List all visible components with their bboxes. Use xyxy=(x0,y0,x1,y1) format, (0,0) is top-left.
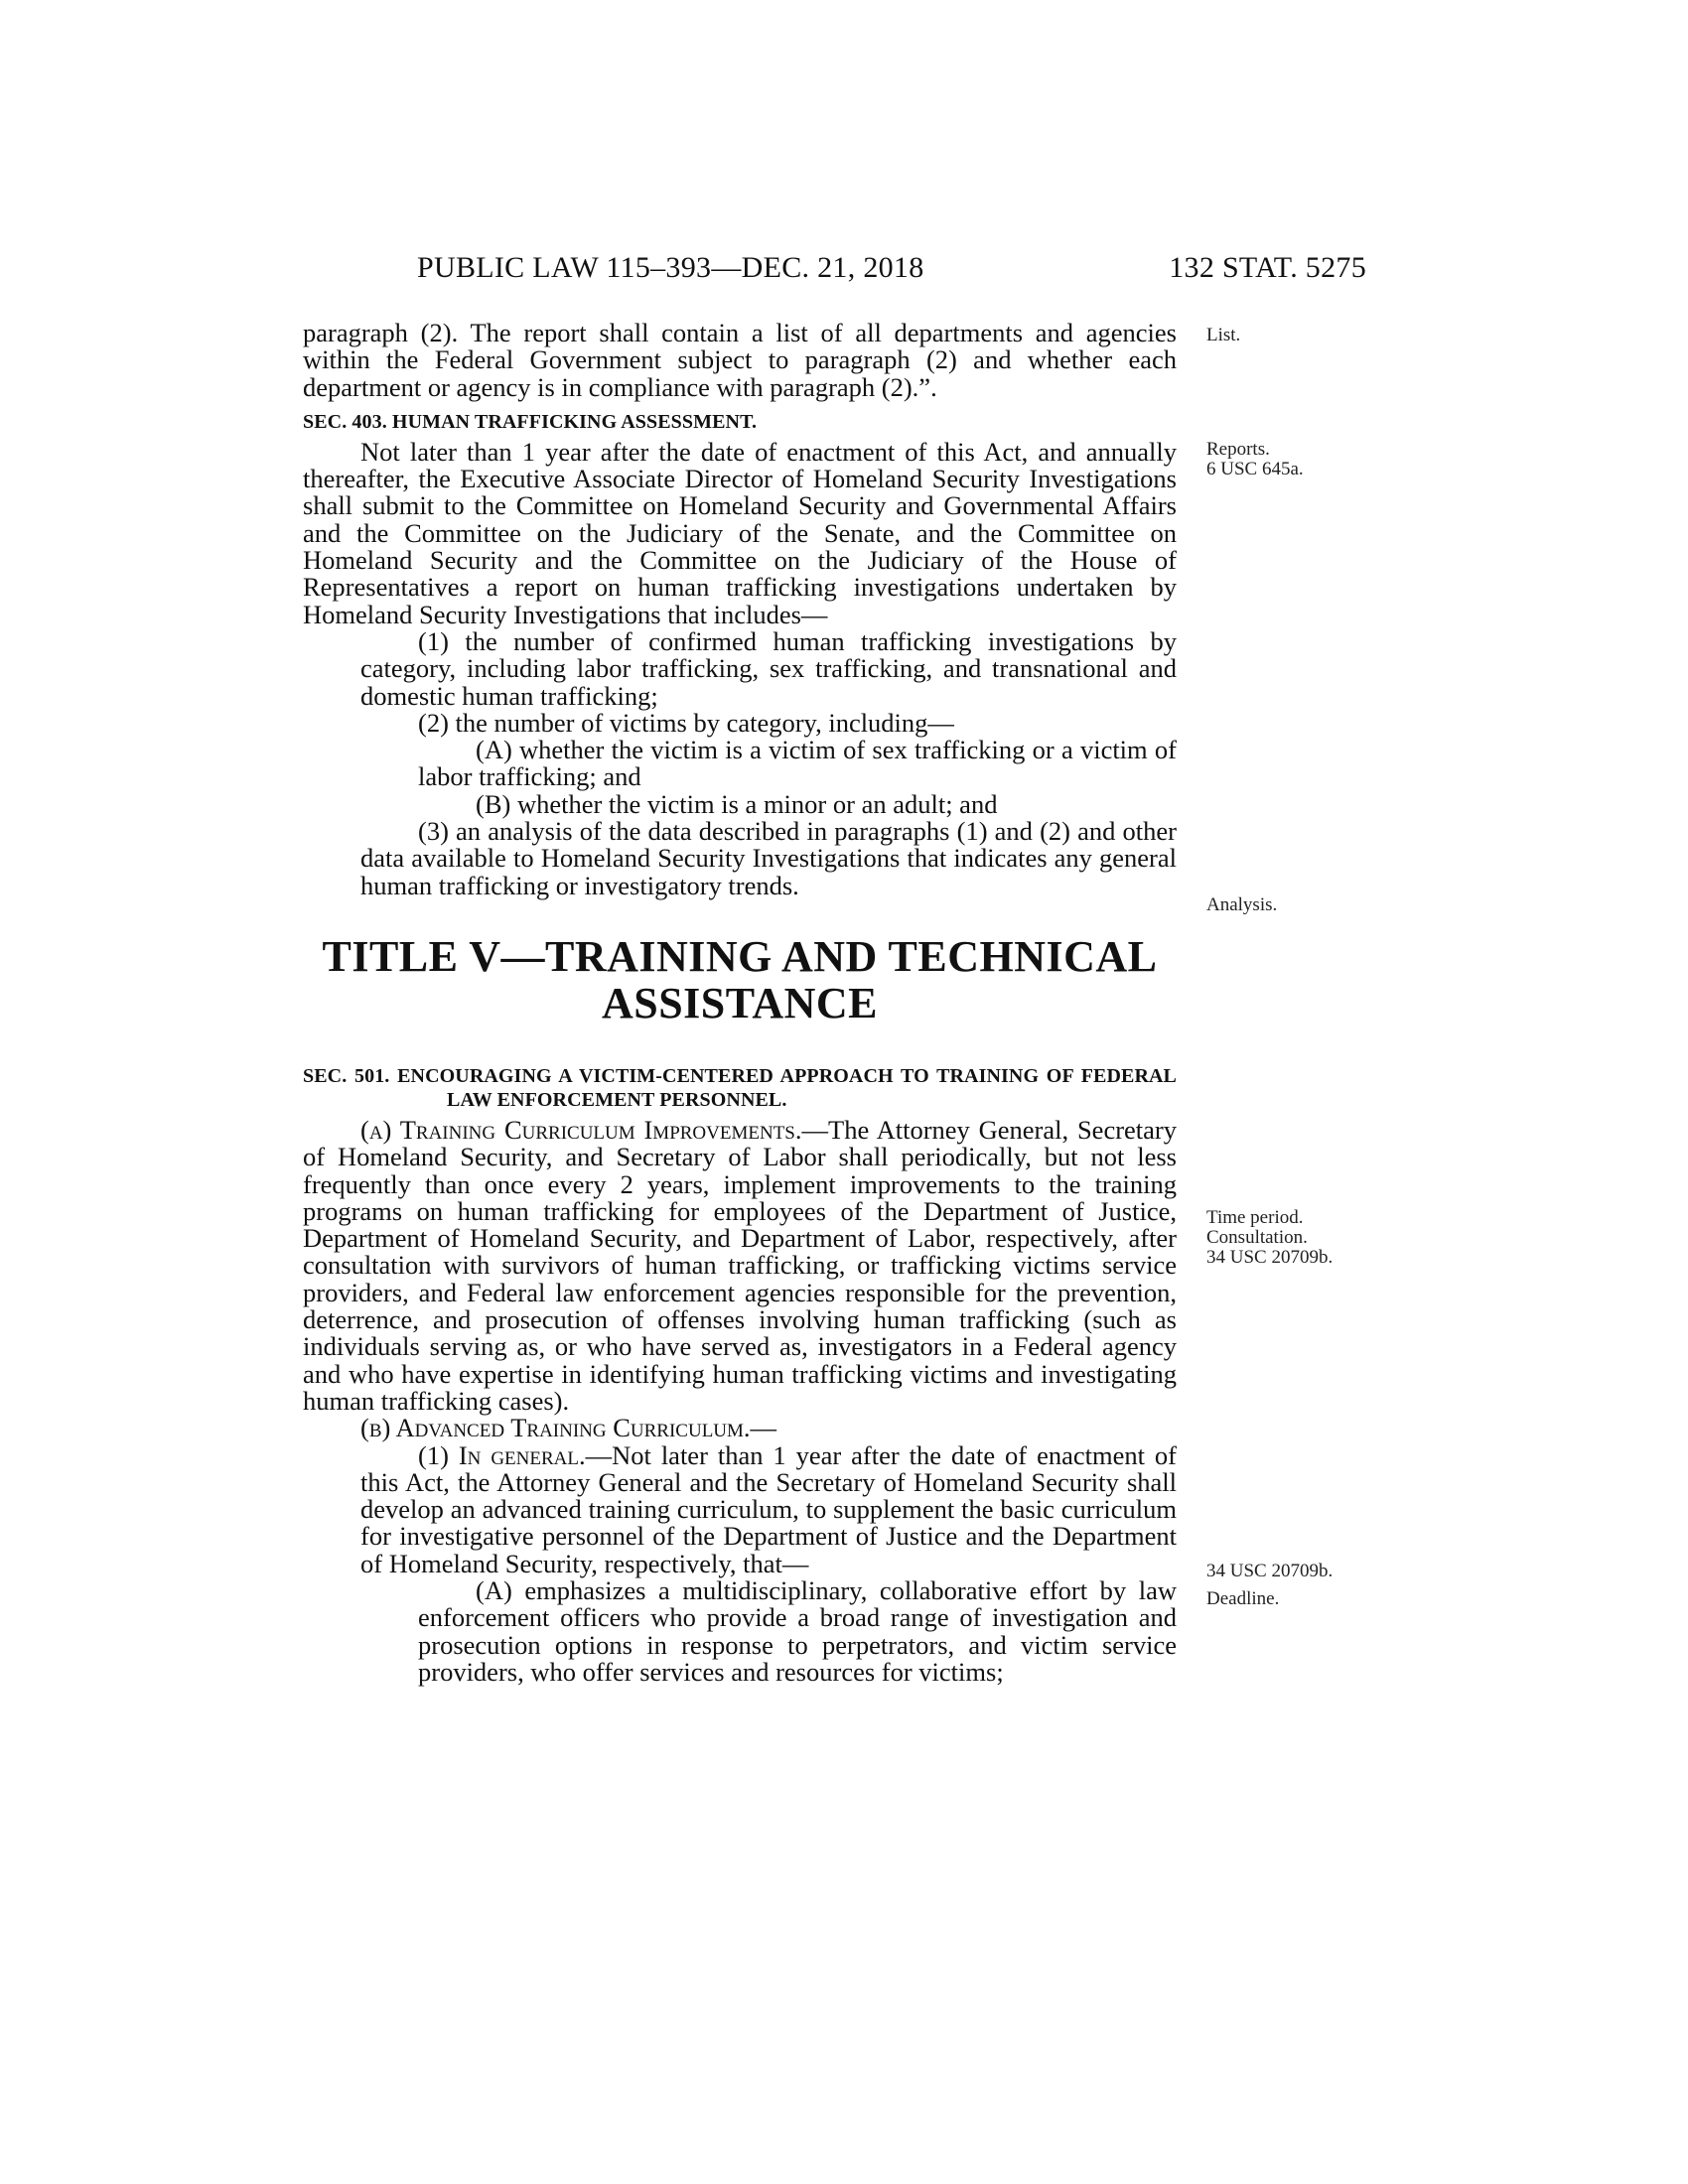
running-header xyxy=(417,251,1366,291)
subsection-a xyxy=(303,1114,1177,1416)
subsection-b-label: (b) Advanced Training Curriculum. xyxy=(360,1413,751,1443)
subsection-b-1-A: (A) emphasizes a multidisciplinary, collaborative effort by law enforcement officers who provide a broad range of investigation and prosecution options in response to perpetrators, and victim service providers, who offer services and resources for victims; xyxy=(418,1574,1177,1687)
section-403-intro: Not later than 1 year after the date of enactment of this Act, and annually thereafter, the Executive Associate Director of Homeland Security Investigations shall submit to the Committee on Homeland Security and Governmental Affairs and the Committee on the Judiciary of the Senate, and the Committee on Homeland Security and the Committee on the Judiciary of the House of Representatives a report on human trafficking investigations undertaken by Homeland Security Investigations that includes— xyxy=(303,436,1177,629)
margin-note-reports xyxy=(1206,440,1405,479)
subsection-b-1 xyxy=(303,1439,1177,1578)
section-403-item-3: (3) an analysis of the data described in paragraphs (1) and (2) and other data available to Homeland Security Investigations that indicates any general human trafficking or investigatory trends. xyxy=(360,816,1177,900)
subsection-b-text: — xyxy=(750,1413,777,1443)
margin-note-usc-645a: 6 USC 645a. xyxy=(1206,459,1304,479)
subsection-a-label: (a) Training Curriculum Improvements. xyxy=(360,1114,802,1145)
section-403-heading: SEC. 403. HUMAN TRAFFICKING ASSESSMENT. xyxy=(303,410,758,433)
title-line-2: ASSISTANCE xyxy=(601,978,879,1027)
subsection-b-1-label: (1) In general. xyxy=(418,1439,586,1470)
margin-note-list xyxy=(1206,326,1405,345)
section-403-item-1: (1) the number of confirmed human trafficking investigations by category, including labor trafficking, sex trafficking, and transnational and domestic human trafficking; xyxy=(360,625,1177,711)
section-403-item-2a: (A) whether the victim is a victim of sex trafficking or a victim of labor trafficking; and xyxy=(418,735,1177,792)
subsection-b-1-text: —Not later than 1 year after the date of enactment of this Act, the Attorney General and the Secretary of Homeland Security shall develop an advanced training curriculum, to supplement the basic curriculum for investigative personnel of the Department of Justice and the Department of Homeland Security, respectively, that— xyxy=(360,1439,1177,1578)
subsection-a-text: —The Attorney General, Secretary of Homeland Security, and Secretary of Labor shall periodically, but not less frequently than once every 2 years, implement improvements to the training programs on human trafficking for employees of the Department of Justice, Department of Homeland Security, and Department of Labor, respectively, after consultation with survivors of human trafficking, or trafficking victims service providers, and Federal law enforcement agencies responsible for the prevention, deterrence, and prosecution of offenses involving human trafficking (such as individuals serving as, or who have served as, investigators in a Federal agency and who have expertise in identifying human trafficking victims and investigating human trafficking cases). xyxy=(303,1114,1177,1416)
continued-paragraph: paragraph (2). The report shall contain a list of all departments and agencies within the Federal Government subject to paragraph (2) and whether each department or agency is in compliance with paragraph (2).”. xyxy=(303,318,1177,402)
section-501-heading: SEC. 501. ENCOURAGING A VICTIM-CENTERED APPROACH TO TRAINING OF FEDERAL LAW ENFORCEMENT PERSONNEL. xyxy=(303,1064,1177,1111)
margin-note-deadline: Deadline. xyxy=(1206,1588,1280,1609)
title-line-1: TITLE V—TRAINING AND TECHNICAL xyxy=(322,931,1158,981)
margin-note-list-text: List. xyxy=(1206,325,1241,345)
margin-note-time-period-text: Time period. xyxy=(1206,1207,1304,1228)
margin-note-analysis xyxy=(1206,895,1405,915)
public-law-citation: PUBLIC LAW 115–393—DEC. 21, 2018 xyxy=(417,251,924,284)
margin-note-usc-20709b-a: 34 USC 20709b. xyxy=(1206,1247,1334,1268)
section-403-item-2b: (B) whether the victim is a minor or an adult; and xyxy=(476,788,998,819)
section-403-item-2: (2) the number of victims by category, including— xyxy=(418,707,954,738)
margin-note-time-period xyxy=(1206,1208,1405,1268)
margin-note-consultation: Consultation. xyxy=(1206,1227,1308,1248)
subsection-b xyxy=(303,1415,1177,1441)
margin-note-reports-text: Reports. xyxy=(1206,439,1270,460)
body-text-column xyxy=(303,320,1177,1686)
margin-note-usc-20709b xyxy=(1206,1562,1405,1609)
statute-page-number: 132 STAT. 5275 xyxy=(1169,251,1366,284)
margin-note-usc-20709b-b: 34 USC 20709b. xyxy=(1206,1561,1334,1581)
title-v-heading xyxy=(303,933,1177,1026)
margin-note-analysis-text: Analysis. xyxy=(1206,894,1278,915)
